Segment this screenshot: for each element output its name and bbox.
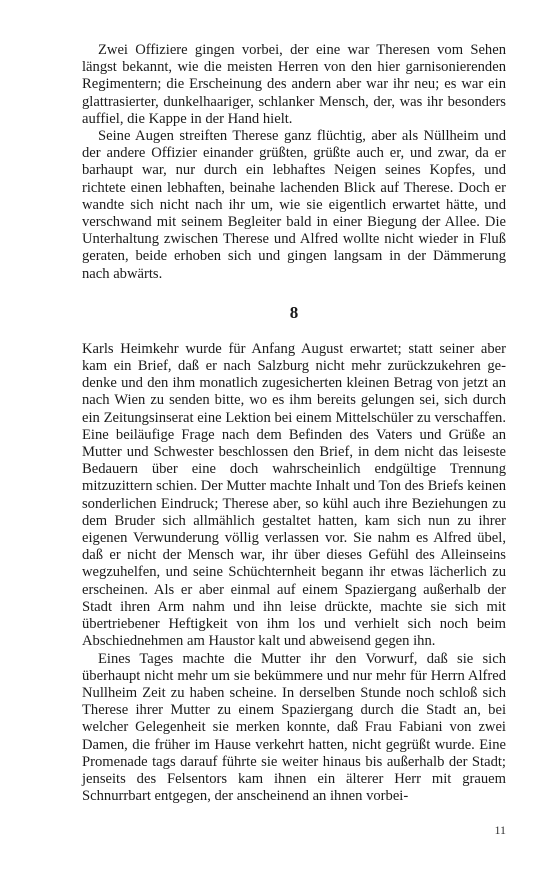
- paragraph: Seine Augen streiften Therese ganz flüchtig, aber als Nüllheim und der andere Offizier einander grüßten, grüßte auch er, und zwar, da er barhaupt war, nur durch ein lebhaftes Neigen seines Kopfes, und richtete einen lebhaften, beinahe lachenden Blick auf Therese. Doch er wandte sich nicht nach ihr um, wie sie eigentlich erwartet hätte, und verschwand mit seinem Begleiter bald in einer Biegung der Allee. Die Unterhaltung zwischen Therese und Alfred wollte nicht wieder in Fluß geraten, beide erhoben sich und gingen langsam in der Dämmerung nach abwärts.: [82, 128, 506, 282]
- paragraph: Eines Tages machte die Mutter ihr den Vorwurf, daß sie sich überhaupt nicht mehr um sie bekümmere und nur mehr für Herrn Alfred Nullheim Zeit zu haben scheine. In derselben Stunde noch schloß sich Therese ihrer Mutter zu einem Spaziergang durch die Stadt an, bei welcher Gelegenheit sie merken konnte, daß Frau Fabiani von zwei Damen, die früher im Hause verkehrt hatten, nicht gegrüßt wurde. Eine Promenade tags darauf führte sie weiter hinaus bis außerhalb der Stadt; jenseits des Felsentors kam ihnen ein älterer Herr mit grauem Schnurrbart entgegen, der anscheinend an ihnen vorbei-: [82, 650, 506, 805]
- book-page: [82, 42, 506, 805]
- paragraph: Karls Heimkehr wurde für Anfang August erwartet; statt seiner aber kam ein Brief, daß er nach Salzburg nicht mehr zurückzukehren gedenke und den ihm monatlich zugesicherten kleinen Betrag von jetzt an nach Wien zu senden bitte, wo es ihm bereits gelungen sei, sich durch ein Zeitungsinserat eine Lektion bei einem Mittelschüler zu verschaffen. Eine beiläufige Frage nach dem Befinden des Vaters und Grüße an Mutter und Schwester beschlossen den Brief, in dem nicht das leiseste Bedauern über eine doch wahrscheinlich endgültige Trennung mitzuzittern schien. Der Mutter machte Inhalt und Ton des Briefs keinen sonderlichen Eindruck; Therese aber, so kühl auch ihre Beziehungen zu dem Bruder sich allmählich gestaltet hatten, kam sich nun zu ihrer eigenen Verwunderung völlig verlassen vor. Sie nahm es Alfred übel, daß er nicht der Mensch war, ihr über dieses Gefühl des Alleinseins wegzuhelfen, und seine Schüchternheit begann ihr etwas lächerlich zu erscheinen. Als er aber einmal auf einem Spaziergang außerhalb der Stadt ihren Arm nahm und ihn leise drückte, machte sie sich mit übertriebener Heftigkeit von ihm los und verhielt sich noch beim Abschiednehmen am Haustor kalt und abweisend gegen ihn.: [82, 340, 506, 650]
- page-number: 11: [494, 823, 506, 837]
- paragraph: Zwei Offiziere gingen vorbei, der eine war Theresen vom Sehen längst bekannt, wie die meisten Herren von den hier garnisonierenden Regimentern; die Erscheinung des andern aber war ihr neu; es war ein glattrasierter, dunkelhaariger, schlanker Mensch, der, was ihr besonders auffiel, die Kappe in der Hand hielt.: [82, 42, 506, 127]
- chapter-number: 8: [289, 302, 299, 322]
